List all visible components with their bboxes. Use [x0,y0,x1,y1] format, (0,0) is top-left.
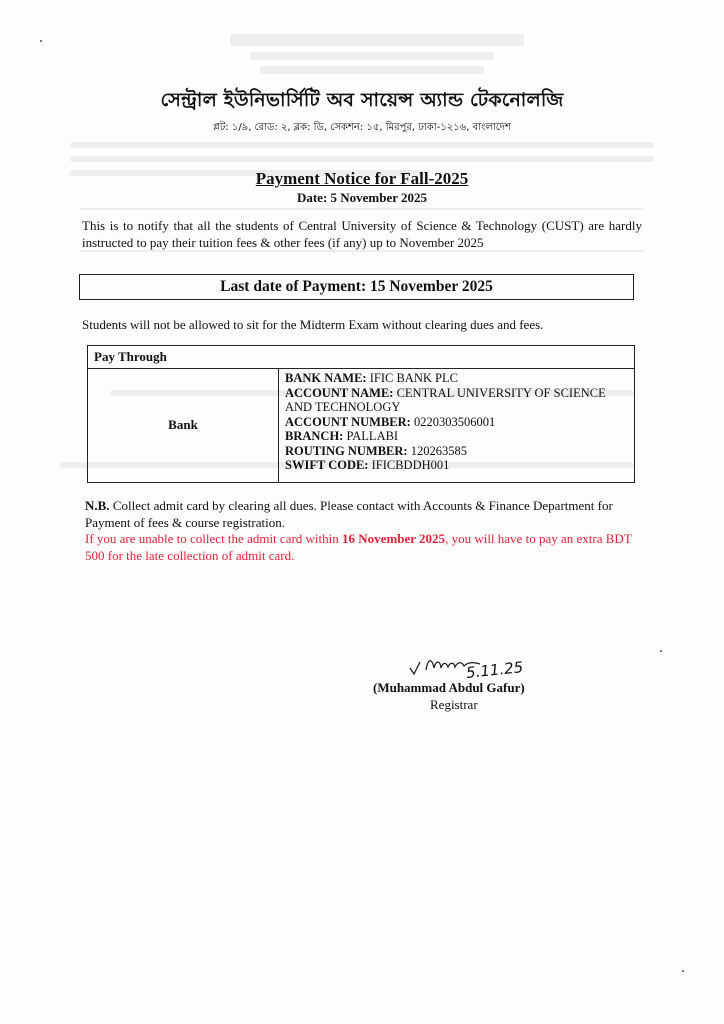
university-name-bengali: সেন্ট্রাল ইউনিভার্সিটি অব সায়েন্স অ্যান্ড টেকনোলজি [160,89,564,111]
late-fee-notice [85,530,645,564]
routing-number-value: 120263585 [407,443,467,458]
late-fee-date: 16 November 2025 [342,531,446,546]
notice-title: Payment Notice for Fall-2025 [255,169,469,188]
bank-detail-row [285,458,628,473]
account-name-label: ACCOUNT NAME: [285,385,394,400]
swift-code-label: SWIFT CODE: [285,458,369,472]
bank-name-value: IFIC BANK PLC [366,371,458,385]
late-fee-post: , you will have to pay an extra BDT 500 for the late collection of admit card. [85,531,632,563]
last-date-box: Last date of Payment: 15 November 2025 [79,274,634,300]
signer-title: Registrar [430,697,478,712]
bank-detail-row [285,415,628,430]
university-address-bengali: প্লট: ১/৯, রোড: ২, ব্লক: ডি, সেকশন: ১৫, মিরপুর, ঢাকা-১২১৬, বাংলাদেশ [213,122,511,133]
scan-speck [40,40,42,42]
account-number-label: ACCOUNT NUMBER: [285,414,411,429]
bank-detail-row [285,429,628,444]
bank-name-label: BANK NAME: [285,371,367,385]
account-number-value: 0220303506001 [410,414,496,429]
late-fee-pre: If you are unable to collect the admit card within [85,531,343,546]
bank-detail-row [285,444,628,459]
payment-table-header: Pay Through [88,346,634,369]
nb-text: Collect admit card by clearing all dues. Please contact with Accounts & Finance Department for Payment of fees & course registration. [85,498,613,530]
nb-label: N.B. [85,498,110,513]
branch-value: PALLABI [343,429,399,443]
nb-note [85,497,645,531]
midterm-warning: Students will not be allowed to sit for the Midterm Exam without clearing dues and fees. [82,317,544,332]
branch-label: BRANCH: [285,429,344,443]
payment-method-cell [88,368,279,482]
swift-code-value: IFICBDDH001 [368,458,450,472]
bank-detail-row [285,371,628,386]
notice-date: Date: 5 November 2025 [296,190,428,205]
payment-method: Bank [168,417,198,432]
payment-table [87,345,635,483]
signature-date: 5.11.25 [465,658,525,682]
scan-speck [660,650,662,652]
bank-detail-row [285,386,628,415]
scan-speck [682,970,684,972]
intro-paragraph: This is to notify that all the students of Central University of Science & Technology (CUST) are hardly instructed to pay their tuition fees & other fees (if any) up to November 2025 [82,218,642,250]
signer-name: (Muhammad Abdul Gafur) [373,680,525,695]
account-name-value: CENTRAL UNIVERSITY OF SCIENCE AND TECHNOLOGY [285,385,606,414]
bank-details [285,371,628,473]
routing-number-label: ROUTING NUMBER: [285,443,408,458]
